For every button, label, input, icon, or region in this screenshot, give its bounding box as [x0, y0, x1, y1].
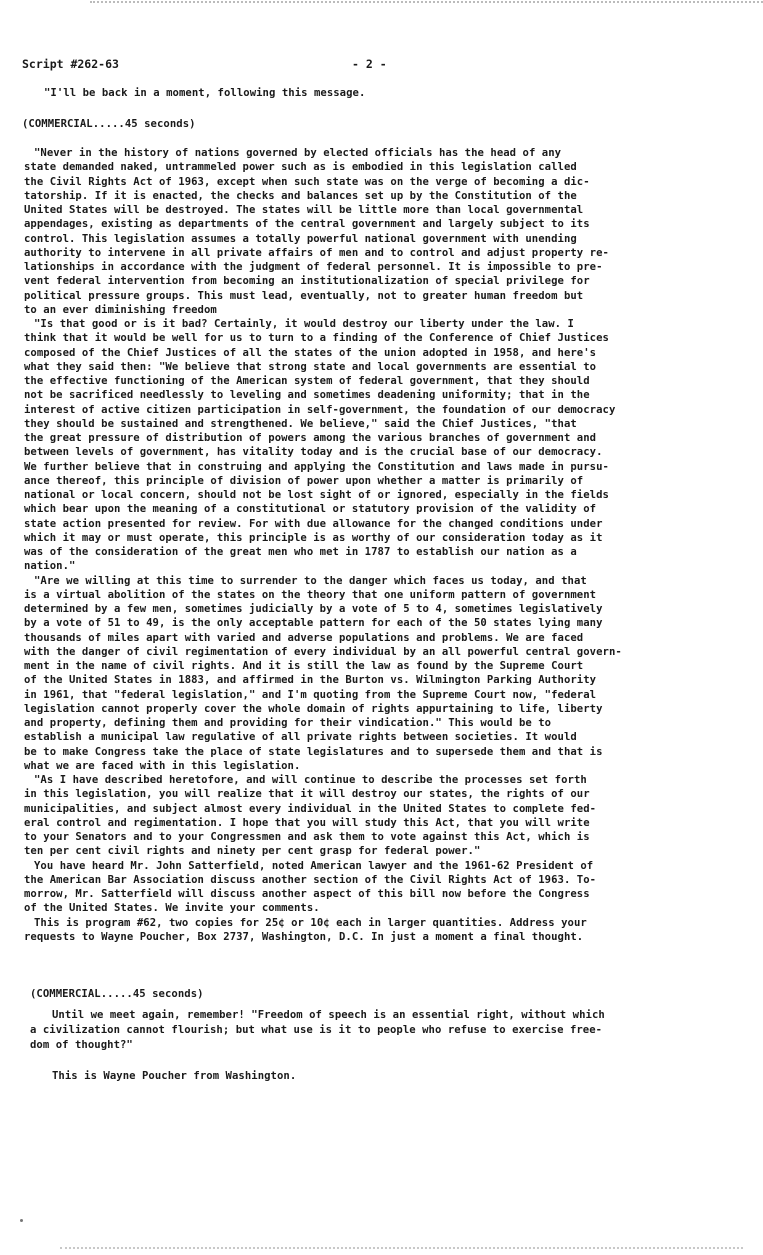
body-line: "As I have described heretofore, and will continue to describe the processes set forth: [34, 774, 587, 786]
body-line: which bear upon the meaning of a constitutional or statutory provision of the validity of: [24, 503, 597, 516]
sign-off: This is Wayne Poucher from Washington.: [52, 1070, 297, 1082]
body-line: to your Senators and to your Congressmen and ask them to vote against this Act, which is: [24, 831, 590, 843]
body-line: is a virtual abolition of the states on the theory that one uniform pattern of government: [24, 588, 597, 601]
body-line: state demanded naked, untrammeled power such as is embodied in this legislation called: [24, 161, 577, 174]
body-line: ment in the name of civil rights. And it is still the law as found by the Supreme Court: [24, 660, 584, 672]
body-line: not be sacrificed needlessly to leveling and sometimes deadening uniformity; that in the: [24, 389, 590, 402]
closing-line: a civilization cannot flourish; but what use is it to people who refuse to exercise free-: [30, 1024, 603, 1036]
body-line: vent federal intervention from becoming an institutionalization of special privilege for: [24, 275, 590, 288]
script-id: Script #262-63: [22, 57, 119, 71]
body-line: "Is that good or is it bad? Certainly, it would destroy our liberty under the law. I: [34, 318, 574, 330]
body-line: and property, defining them and providing for their vindication." This would be to: [24, 717, 552, 729]
body-line: of the United States. We invite your comments.: [24, 902, 320, 915]
body-line: lationships in accordance with the judgment of federal personnel. It is impossible to pre-: [24, 261, 603, 273]
page-header: [22, 57, 741, 73]
body-line: composed of the Chief Justices of all the states of the union adopted in 1958, and here's: [24, 346, 597, 359]
body-line: think that it would be well for us to turn to a finding of the Conference of Chief Justices: [24, 332, 609, 345]
body-line: We further believe that in construing and applying the Constitution and laws made in pursu-: [24, 460, 609, 473]
closing-line: dom of thought?": [30, 1039, 133, 1051]
body-line: the Civil Rights Act of 1963, except when such state was on the verge of becoming a dic-: [24, 175, 590, 188]
body-line: the great pressure of distribution of powers among the various branches of government and: [24, 432, 597, 444]
body-line: political pressure groups. This must lead, eventually, not to greater human freedom but: [24, 289, 584, 302]
body-line: control. This legislation assumes a totally powerful national government with unending: [24, 232, 577, 245]
body-line: establish a municipal law regulative of all private rights between societies. It would: [24, 731, 577, 744]
body-line: "Never in the history of nations governed by elected officials has the head of any: [34, 147, 562, 159]
body-line: to an ever diminishing freedom: [24, 303, 217, 316]
body-line: appendages, existing as departments of the central government and largely subject to its: [24, 218, 590, 231]
body-line: was of the consideration of the great men who met in 1787 to establish our nation as a: [24, 546, 577, 558]
body-line: they should be sustained and strengthened. We believe," said the Chief Justices, "that: [24, 417, 577, 430]
body-line: eral control and regimentation. I hope that you will study this Act, that you will write: [24, 816, 590, 829]
commercial-break-2: (COMMERCIAL.....45 seconds): [30, 988, 204, 1000]
body-line: which it may or must operate, this principle is as worthy of our consideration today as it: [24, 531, 603, 544]
body-line: interest of active citizen participation in self-government, the foundation of our democracy: [24, 403, 616, 416]
body-line: between levels of government, has vitality today and is the crucial base of our democracy.: [24, 446, 603, 459]
body-line: thousands of miles apart with varied and adverse populations and problems. We are faced: [24, 631, 584, 644]
body-line: municipalities, and subject almost every individual in the United States to complete fed-: [24, 802, 597, 815]
closing-line: Until we meet again, remember! "Freedom of speech is an essential right, without which: [52, 1009, 605, 1021]
body-line: what they said then: "We believe that strong state and local governments are essential to: [24, 360, 597, 373]
body-line: authority to intervene in all private affairs of men and to control and adjust property re-: [24, 246, 609, 259]
body-line: ance thereof, this principle of division of power upon whether a matter is primarily of: [24, 474, 584, 487]
body-line: nation.": [24, 560, 76, 573]
body-line: tatorship. If it is enacted, the checks and balances set up by the Constitution of the: [24, 189, 577, 202]
body-line: what we are faced with in this legislation.: [24, 759, 301, 772]
body-line: requests to Wayne Poucher, Box 2737, Washington, D.C. In just a moment a final thought.: [24, 930, 584, 943]
body-line: be to make Congress take the place of state legislatures and to supersede them and that is: [24, 745, 603, 758]
intro-line: "I'll be back in a moment, following this message.: [44, 87, 366, 99]
body-line: legislation cannot properly cover the whole domain of rights appurtaining to life, liberty: [24, 702, 603, 715]
commercial-break-1: (COMMERCIAL.....45 seconds): [22, 118, 196, 130]
page-number: - 2 -: [352, 57, 387, 71]
body-line: national or local concern, should not be lost sight of or ignored, especially in the fields: [24, 489, 609, 501]
body-line: ten per cent civil rights and ninety per cent grasp for federal power.": [24, 845, 481, 858]
body-line: in 1961, that "federal legislation," and I'm quoting from the Supreme Court now, "federal: [24, 688, 597, 701]
body-line: determined by a few men, sometimes judicially by a vote of 5 to 4, sometimes legislatively: [24, 603, 603, 615]
body-line: in this legislation, you will realize that it will destroy our states, the rights of our: [24, 788, 590, 801]
body-line: morrow, Mr. Satterfield will discuss another aspect of this bill now before the Congress: [24, 888, 590, 900]
body-line: the American Bar Association discuss another section of the Civil Rights Act of 1963. To-: [24, 873, 597, 886]
body-line: of the United States in 1883, and affirmed in the Burton vs. Wilmington Parking Authority: [24, 674, 597, 687]
body-line: You have heard Mr. John Satterfield, noted American lawyer and the 1961-62 President of: [34, 859, 594, 872]
body-line: by a vote of 51 to 49, is the only acceptable pattern for each of the 50 states lying many: [24, 617, 603, 630]
body-line: "Are we willing at this time to surrender to the danger which faces us today, and that: [34, 574, 587, 587]
body-line: the effective functioning of the American system of federal government, that they should: [24, 375, 590, 387]
body-line: United States will be destroyed. The states will be little more than local governmental: [24, 204, 584, 216]
body-line: with the danger of civil regimentation of every individual by an all powerful central govern-: [24, 645, 622, 658]
scan-speck: [20, 1219, 23, 1222]
body-line: This is program #62, two copies for 25¢ or 10¢ each in larger quantities. Address your: [34, 916, 587, 929]
body-line: state action presented for review. For with due allowance for the changed conditions under: [24, 517, 603, 530]
scan-border-bottom: [60, 1247, 743, 1251]
scan-border-top: [90, 1, 763, 5]
